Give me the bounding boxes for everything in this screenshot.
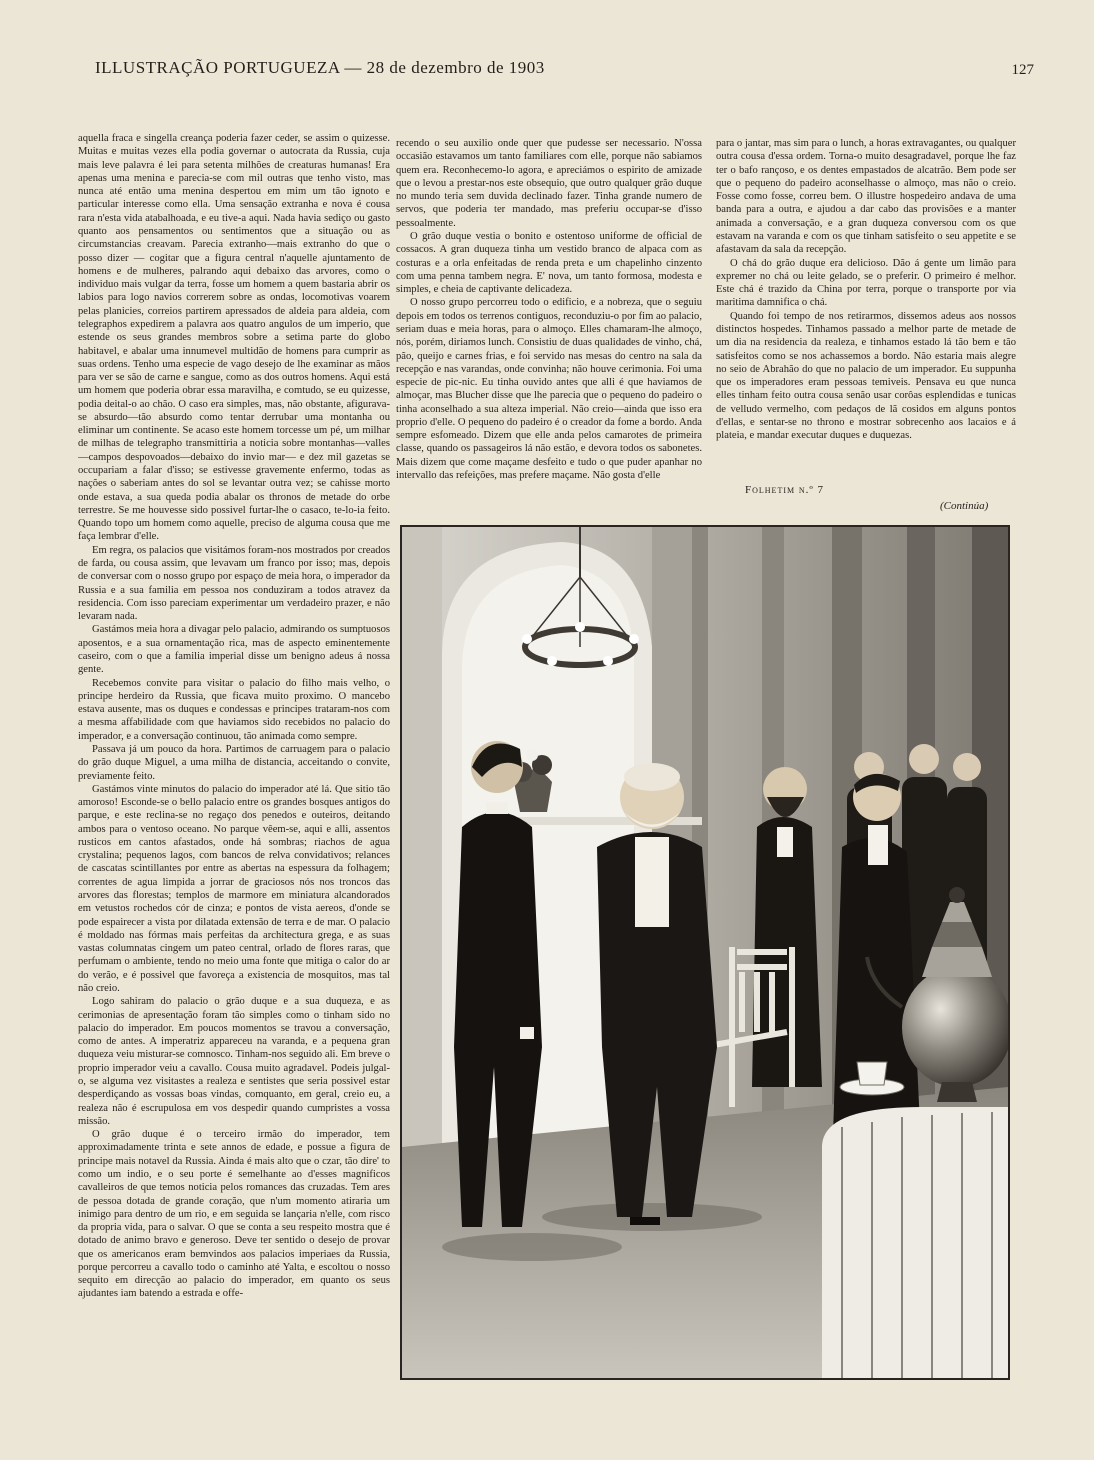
column2-paragraph: O nosso grupo percorreu todo o edificio, e a nobreza, que o seguiu depois em todos os terrenos contiguos, reconduziu-o por fim ao palacio, seriam duas e meia horas, para o almoço. Elles chamaram-lhe almoço, nós, porém, diriamos lunch. Consistiu de duas qualidades de vinho, chá, pão, queijo e carnes frias, e foi servido nas mesas do centro na sala da recepção e nas varandas, onde convinha; não houve cerimonia. Foi uma especie de pic-nic. Eu tinha ouvido antes que alli é que haviamos de almoçar, mas Blucher disse que lhe parecia que o pequeno do padeiro o tinha aconselhado a sua alteza imperial. Não creio—ainda que isso era proprio d'elle. O pequeno do padeiro é o creador da fome a bordo. Anda sempre esfomeado. Dizem que elle anda pelos camarotes de primeira classe, quando os passageiros lá não estão, e devora todos os sabonetes. Mais dizem que come maçame desfeito e tudo o que puder apanhar no intervallo das refeições, mas prefere maçame. Não gosta d'elle [396,297,702,482]
continua-label: (Continúa) [940,500,989,512]
column2-paragraph: O grão duque vestia o bonito e ostentoso uniforme de official de cossacos. A gran duqueza tinha um vestido branco de alpaca com as costuras e a orla enfeitadas de renda preta e um chapelinho cinzento com uma penna tambem negra. E' nova, um tanto formosa, modesta e simples, e cheia de captivante delicadeza. [396,230,702,296]
column3-paragraph: O chá do grão duque era delicioso. Dão á gente um limão para expremer no chá ou leite gelado, se o preferir. O primeiro é melhor. Este chá é trazido da China por terra, porque o transporte por via maritima damnifica o chá. [716,257,1016,309]
column1-paragraph: O grão duque é o terceiro irmão do imperador, tem approximadamente trinta e sete annos de edade, e possue a figura de principe mais notavel da Russia. Ainda é mais alto que o czar, tão dire' to como um indio, e o seu porte é semelhante ao d'esses magnificos cavalleiros de que temos noticia pelos romances das cruzadas. Tem ares de pessoa dotada de grande coração, que n'um momento atiraria um inimigo para dentro de um rio, e em seguida se lançaria n'elle, com risco da propria vida, para o salvar. O que se conta a seu respeito mostra que é dotado de animo bravo e generoso. Deve ter sentido o desejo de provar que os americanos eram bemvindos aos palacios imperiaes da Russia, porque percorreu a cavallo todo o caminho até Yalta, e escoltou o nosso sequito em direcção ao palacio do imperador, em quanto os seus ajudantes iam batendo a estrada e offe- [78,1129,390,1300]
text-column-1 [78,132,390,1382]
column1-paragraph: Gastámos meia hora a divagar pelo palacio, admirando os sumptuosos aposentos, e a sua ornamentação rica, mas de aspecto eminentemente caseiro, com o que a familia imperial disse um benigno adeus á nossa gente. [78,624,390,676]
column1-paragraph: aquella fraca e singella creança poderia fazer ceder, se assim o quizesse. Muitas e muitas vezes ella podia governar o autocrata da Russia, cuja mais leve palavra é lei para setenta milhões de creaturas humanas! Era apenas uma menina e parecia-se com mil outras que tenho visto, mas nunca até então uma menina despertou em mim um tão ignoto e particular interesse como ella. Uma sensação extranha e nova é cousa rara n'esta vida atabalhoada, e eu tive-a aqui. Nada havia sediço ou gasto quanto aos pensamentos ou sentimentos que a situação ou as circumstancias creavam. Parecia extranho—mais extranho do que o posso dizer — cogitar que a figura central n'aquelle ajuntamento de homens e de mulheres, palrando aqui debaixo das arvores, como o individuo mais vulgar da terra, fosse um homem a quem bastaria abrir os labios para logo navios correrem sobre as ondas, locomotivas voarem pelas planicies, correios partirem apressados de aldeia para aldeia, com telegraphos expedirem a palavra aos quatro angulos de um imperio, que estende os seus grandes membros sobre a setima parte do globo habitavel, e abalar uma innumevel multidão de homens para cumprir as suas ordens. Tenho uma especie de vago desejo de lhe examinar as mãos para ver se são de carne e sangue, como as dos outros homens. Aqui está um homem que poderia obrar essa maravilha, e comtudo, se eu quizesse, podia deital-o ao chão. O caso era simples, mas, não obstante, afigurava-se absurdo—tão absurdo como tentar derrubar uma montanha ou eliminar um continente. Se acaso este homem torcesse um pé, um milhar de milhas de telegrapho transmittiria a noticia sobre montanhas—valles—campos despovoados—debaixo do invio mar— e dez mil gazetas se occupariam a falar d'isso; se estivesse gravemente enfermo, todas as nações o saberiam antes do sol se levantar outra vez; se cahisse morto onde estava, a sua queda podia abalar os thronos de metade do orbe terrestre. Se me houvesse sido possivel furtar-lhe o casaco, te-lo-ia feito. Quando topo um homem como aquelle, preciso de alguma cousa que me faça lembrar d'elle. [78,133,390,543]
column1-paragraph: Gastámos vinte minutos do palacio do imperador até lá. Que sitio tão amoroso! Esconde-se o bello palacio entre os grandes bosques antigos do parque, e este reclina-se no regaço dos penedos e outeiros, deitando ambos para o ventoso oceano. No parque vêem-se, aqui e alli, assentos rusticos em cantos afastados, onde há sombras; riachos de agua crystalina; pequenos lagos, com bancos de relva convidativos; relances de cascatas scintillantes por entre as abertas na espessura da folhagem; correntes de agua limpida a jorrar de graciosos nós nos troncos das arvores das florestas; templos de marmore em miniatura alcandorados em vetustos rochedos cór de cinza; e pontos de vista aereos, d'onde se pode espairecer a vista por dilatada extensão de terra e de mar. O palacio é moldado nas fórmas mais perfeitas da architectura grega, e as suas vastas columnatas cingem um pateo central, orlado de flores raras, que perfumam o ambiente, tendo no meio uma fonte que mitiga o calor do ar do verão, e é possivel que favoreça a existencia de mosquitos, mas tal não creio. [78,783,390,994]
column1-paragraph: Recebemos convite para visitar o palacio do filho mais velho, o principe herdeiro da Russia, que ficava muito proximo. O mancebo estava ausente, mas os duques e condessas e principes trataram-nos com a mesma affabilidade com que haviamos sido recebidos no palacio do imperador, e a conversação continuou, tão animada como sempre. [78,677,390,742]
column1-paragraph: Passava já um pouco da hora. Partimos de carruagem para o palacio do grão duque Miguel, a uma milha de distancia, acceitando o convite, previamente feito. [78,743,390,782]
reception-illustration [400,525,1010,1380]
header-title: ILLUSTRAÇÃO PORTUGUEZA — 28 de dezembro de 1903 [95,58,545,77]
page-number: 127 [1011,62,1034,78]
text-column-3 [716,137,1016,499]
column3-paragraph: Quando foi tempo de nos retirarmos, dissemos adeus aos nossos distinctos hospedes. Tinhamos passado a melhor parte de metade de um dia na residencia da realeza, e tinhamos estado lá tão bem e tão satisfeitos como se nos achassemos a bordo. Não estaria mais alegre no seio de Abrahão do que no palacio de um imperador. Eu suppunha que os imperadores eram pessoas temiveis. Pensava eu que nunca elles tinham feito outra cousa senão usar corôas esplendidas e tunicas de velludo vermelho, com pedaços de lã cosidos em alguns pontos d'ellas, e sentar-se no throno e mostrar sobrecenho aos lacaios e á plateia, e mandar executar duques e duquezas. [716,310,1016,442]
text-column-2 [396,137,702,519]
column2-paragraph: recendo o seu auxilio onde quer que pudesse ser necessario. N'ossa occasião estavamos um tanto familiares com elle, porque não sabiamos quem era. Reconhecemo-lo agora, e apreciámos o espirito de amizade que o levou a prestar-nos este obsequio, que outro qualquer grão duque no mundo teria sem duvida declinado fazer. Tinha grande numero de servos, que poderia ter mandado, mas preferiu occupar-se d'isso pessoalmente. [396,138,702,229]
column1-paragraph: Em regra, os palacios que visitámos foram-nos mostrados por creados de farda, ou cousa assim, que levavam um franco por isso; mas, depois de conversar com o nosso grupo por espaço de meia hora, o imperador da Russia e a sua familia em pessoa nos conduziram a todos atravez da residencia. Com isso pareciam experimentar um verdadeiro prazer, e não levaram nada. [78,544,390,623]
column1-paragraph: Logo sahiram do palacio o grão duque e a sua duqueza, e as cerimonias de apresentação foram tão simples como o tinham sido no palacio do imperador. Em poucos momentos se travou a conversação, como de antes. A imperatriz appareceu na varanda, e a pequena gran duqueza veiu misturar-se comnosco. Tinham-nos seguido ali. Em breve o proprio imperador veiu a cavallo. Cousa muito agradavel. Podeis julgal-o, se alguma vez visitastes a realeza e sentistes que seria possivel estar desperdiçando as vossas boas vindas, comquanto, em geral, creio eu, a realeza não é escrupulosa em vos despedir quando cumpristes a vossa missão. [78,996,390,1127]
column3-paragraph: para o jantar, mas sim para o lunch, a horas extravagantes, ou qualquer outra cousa d'essa ordem. Torna-o muito desagradavel, porque lhe faz ter o bafo rançoso, e os dentes empastados de alcatrão. Bem pode ser que o pequeno do padeiro aconselhasse o almoço, mas não o creio. Fosse como fosse, correu bem. O illustre hospedeiro andava de uma banda para a outra, e ajudou a dar cabo das provisões e a manter animada a conversação, e a gran duqueza conversou com os que estavam na varanda e com os que tinham satisfeito o seu appetite e se afastavam da sala da recepção. [716,138,1016,256]
folhetim-label: Folhetim n.º 7 [745,484,825,496]
